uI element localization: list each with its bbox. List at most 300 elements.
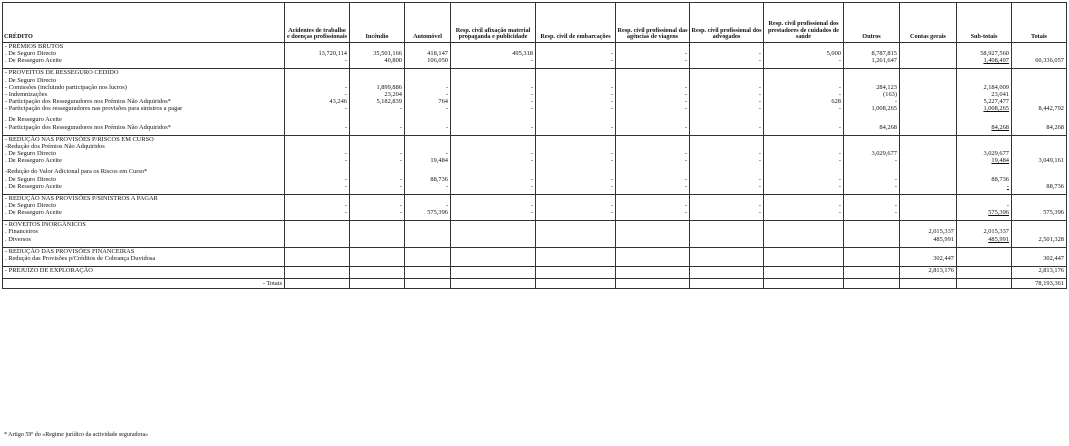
cell-value: - [764,57,844,64]
cell-value: - [405,124,451,131]
cell-value [405,168,451,175]
table-row [3,116,1067,123]
cell-value [405,43,451,51]
cell-value [616,194,690,202]
cell-value [405,236,451,243]
cell-value [900,57,957,64]
cell-value: 575,396 [405,209,451,216]
row-label: - PRÉMIOS BRUTOS [3,43,285,51]
cell-value [957,255,1012,262]
cell-value: 2,015,337 [900,228,957,235]
cell-value: 628 [764,98,844,105]
cell-value [451,267,536,275]
cell-value: - [536,124,616,131]
cell-value [616,168,690,175]
table-row [3,91,1067,98]
cell-value [285,43,350,51]
cell-value [844,77,900,84]
cell-value: - [405,202,451,209]
cell-value: - [690,176,764,183]
cell-value [536,228,616,235]
col-header-acidentes: Acidentes de trabalho e doenças profissionais [285,3,350,43]
cell-value: - [451,176,536,183]
cell-value [451,279,536,289]
cell-value: - [405,84,451,91]
cell-value [900,168,957,175]
ledger-body [3,43,1067,289]
cell-value [957,279,1012,289]
cell-value [690,236,764,243]
row-label: . Redução das Provisões p/Créditos de Cobrança Duvidosa [3,255,285,262]
cell-value [900,247,957,255]
table-row [3,43,1067,51]
cell-value: - [405,150,451,157]
cell-value: - [957,183,1012,190]
cell-value: 485,991 [900,236,957,243]
cell-value [764,247,844,255]
cell-value: - [764,91,844,98]
cell-value: 575,396 [957,209,1012,216]
table-row [3,194,1067,202]
cell-value: 106,050 [405,57,451,64]
cell-value: - [957,202,1012,209]
cell-value [616,236,690,243]
cell-value [764,143,844,150]
cell-value [900,84,957,91]
cell-value [285,69,350,77]
cell-value: - [690,57,764,64]
cell-value: - [350,176,405,183]
cell-value: 1,008,265 [844,105,900,112]
cell-value: - [764,176,844,183]
table-row [3,228,1067,235]
cell-value: - [350,124,405,131]
cell-value [957,69,1012,77]
cell-value [764,69,844,77]
cell-value [451,255,536,262]
cell-value: - [536,105,616,112]
cell-value [405,143,451,150]
cell-value [844,279,900,289]
table-row [3,50,1067,57]
cell-value [285,279,350,289]
cell-value [616,279,690,289]
cell-value [844,236,900,243]
cell-value [900,105,957,112]
cell-value: 43,246 [285,98,350,105]
cell-value [1012,77,1067,84]
row-label: . De Resseguro Aceite [3,57,285,64]
cell-value: - [844,176,900,183]
col-header-incendio: Incêndio [350,3,405,43]
cell-value [690,255,764,262]
cell-value: - [536,202,616,209]
col-header-contas-gerais: Contas gerais [900,3,957,43]
cell-value [690,116,764,123]
cell-value [451,247,536,255]
cell-value: - [536,57,616,64]
cell-value [536,194,616,202]
cell-value [536,77,616,84]
cell-value [900,157,957,164]
cell-value [350,168,405,175]
totals-label: - Totais [3,279,285,289]
cell-value: 495,318 [451,50,536,57]
cell-value: - [844,209,900,216]
cell-value [690,77,764,84]
cell-value: - [451,183,536,190]
cell-value: 8,787,815 [844,50,900,57]
row-label: . De Seguro Directo [3,77,285,84]
table-row [3,105,1067,112]
cell-value: - [285,183,350,190]
cell-value: 575,396 [1012,209,1067,216]
cell-value [616,255,690,262]
cell-value: 60,336,057 [1012,57,1067,64]
cell-value: - [690,105,764,112]
cell-value [1012,202,1067,209]
table-row [3,150,1067,157]
cell-value: - [616,157,690,164]
cell-value [350,69,405,77]
cell-value [900,209,957,216]
cell-value [690,267,764,275]
cell-value: - [844,98,900,105]
cell-value: 5,182,839 [350,98,405,105]
table-row [3,84,1067,91]
cell-value [1012,135,1067,143]
cell-value [844,255,900,262]
cell-value [844,194,900,202]
cell-value [285,168,350,175]
credit-ledger-table [2,2,1067,289]
cell-value [616,77,690,84]
cell-value: - [285,91,350,98]
cell-value [405,135,451,143]
cell-value: 2,015,337 [957,228,1012,235]
credit-header: CRÉDITO [3,3,285,43]
cell-value [844,247,900,255]
cell-value: - [616,176,690,183]
cell-value [1012,168,1067,175]
row-label: . De Resseguro Aceite [3,183,285,190]
cell-value [405,77,451,84]
cell-value [690,168,764,175]
cell-value [451,69,536,77]
cell-value [451,228,536,235]
cell-value [957,116,1012,123]
table-row [3,183,1067,190]
cell-value [536,255,616,262]
cell-value [900,135,957,143]
cell-value: - [690,91,764,98]
cell-value: - [285,209,350,216]
cell-value [405,69,451,77]
cell-value [957,143,1012,150]
cell-value: - [690,124,764,131]
cell-value [957,247,1012,255]
header-row [3,3,1067,43]
cell-value [1012,84,1067,91]
cell-value [285,194,350,202]
cell-value: - [451,157,536,164]
table-row [3,98,1067,105]
cell-value [690,279,764,289]
cell-value [957,43,1012,51]
cell-value [350,247,405,255]
cell-value: - [285,202,350,209]
table-row [3,124,1067,131]
row-label: . De Seguro Directo [3,176,285,183]
cell-value [451,221,536,229]
cell-value [1012,247,1067,255]
cell-value [405,279,451,289]
cell-value [957,194,1012,202]
cell-value [616,267,690,275]
cell-value: - [764,150,844,157]
cell-value: 19,484 [405,157,451,164]
cell-value [285,77,350,84]
cell-value [764,43,844,51]
row-label: - PROVEITOS DE RESSEGURO CEDIDO [3,69,285,77]
cell-value [764,116,844,123]
cell-value [536,69,616,77]
cell-value [957,77,1012,84]
cell-value: - [616,124,690,131]
table-row [3,247,1067,255]
cell-value [536,135,616,143]
cell-value: - [350,150,405,157]
row-label: - Participação dos resseguradores nas provisões para sinistros a pagar [3,105,285,112]
cell-value [451,236,536,243]
cell-value [285,221,350,229]
totals-row [3,279,1067,289]
cell-value [350,194,405,202]
table-row [3,209,1067,216]
cell-value [616,116,690,123]
cell-value: 84,268 [844,124,900,131]
cell-value: - [616,150,690,157]
cell-value: - [536,183,616,190]
cell-value: - [536,98,616,105]
cell-value: - [690,50,764,57]
cell-value [1012,50,1067,57]
cell-value [764,228,844,235]
cell-value: 1,408,497 [957,57,1012,64]
row-label: - Comissões (incluindo participação nos lucros) [3,84,285,91]
cell-value: - [764,209,844,216]
row-label: . De Seguro Directo [3,50,285,57]
cell-value: - [690,98,764,105]
cell-value: - [764,105,844,112]
table-row [3,157,1067,164]
col-header-sub-totais: Sub-totais [957,3,1012,43]
cell-value [690,194,764,202]
cell-value: - [285,176,350,183]
cell-value [1012,69,1067,77]
cell-value: - [536,91,616,98]
cell-value [616,69,690,77]
row-label: - REDUÇÃO DAS PROVISÕES FINANCEIRAS [3,247,285,255]
cell-value [536,43,616,51]
cell-value [844,116,900,123]
cell-value [350,77,405,84]
cell-value: - [690,202,764,209]
cell-value: - [844,183,900,190]
col-header-rc-saude: Resp. civil profissional dos prestadores de cuidados de saúde [764,3,844,43]
cell-value: - [536,150,616,157]
grand-total-value: 78,193,361 [1012,279,1067,289]
cell-value [900,77,957,84]
row-label: - Participação dos Resseguradores nos Prémios Não Adquiridos* [3,98,285,105]
cell-value: 1,008,265 [957,105,1012,112]
cell-value: 1,899,886 [350,84,405,91]
table-row [3,255,1067,262]
cell-value [764,168,844,175]
cell-value: - [451,105,536,112]
cell-value [350,236,405,243]
cell-value: - [690,150,764,157]
cell-value [900,43,957,51]
cell-value [285,135,350,143]
row-label: - Participação dos Resseguradores nos Prémios Não Adquiridos* [3,124,285,131]
cell-value [405,221,451,229]
row-label: - ROVEITOS INORGÂNICOS [3,221,285,229]
cell-value: - [285,84,350,91]
cell-value [451,116,536,123]
cell-value: - [451,57,536,64]
cell-value [900,69,957,77]
cell-value: - [350,157,405,164]
cell-value [764,221,844,229]
col-header-rc-agencias: Resp. civil profissional das agências de viagens [616,3,690,43]
row-label: -Redução dos Prémios Não Adquiridos [3,143,285,150]
row-label: . De Resseguro Aceite [3,116,285,123]
cell-value [900,150,957,157]
cell-value: - [764,124,844,131]
cell-value: - [285,150,350,157]
cell-value: - [616,183,690,190]
cell-value: - [285,157,350,164]
cell-value [690,135,764,143]
cell-value: - [616,202,690,209]
table-row [3,135,1067,143]
cell-value [844,168,900,175]
cell-value [405,194,451,202]
cell-value: 2,813,176 [1012,267,1067,275]
cell-value [764,194,844,202]
cell-value: - [350,105,405,112]
cell-value: 23,041 [957,91,1012,98]
row-label: . Diversos [3,236,285,243]
cell-value [350,43,405,51]
cell-value: - [616,57,690,64]
cell-value [405,255,451,262]
cell-value: 284,123 [844,84,900,91]
table-row [3,267,1067,275]
cell-value: - [536,84,616,91]
cell-value: 84,268 [957,124,1012,131]
cell-value: 35,501,166 [350,50,405,57]
cell-value [350,135,405,143]
cell-value: - [451,150,536,157]
cell-value: 58,927,560 [957,50,1012,57]
cell-value [900,221,957,229]
cell-value: 2,813,176 [900,267,957,275]
cell-value: - [451,124,536,131]
cell-value: 2,501,328 [1012,236,1067,243]
cell-value [900,202,957,209]
row-label: . Financeiros [3,228,285,235]
cell-value: - [285,57,350,64]
cell-value [844,143,900,150]
cell-value [690,221,764,229]
table-row [3,176,1067,183]
cell-value [536,236,616,243]
cell-value: 84,268 [1012,124,1067,131]
cell-value [900,183,957,190]
cell-value: - [690,157,764,164]
cell-value [764,255,844,262]
cell-value: 2,184,009 [957,84,1012,91]
cell-value: - [451,84,536,91]
cell-value [900,91,957,98]
cell-value: - [451,91,536,98]
cell-value: - [844,202,900,209]
cell-value: - [350,202,405,209]
cell-value [1012,98,1067,105]
row-label: . De Seguro Directo [3,150,285,157]
cell-value [1012,91,1067,98]
cell-value [1012,116,1067,123]
cell-value: - [536,209,616,216]
cell-value: - [764,157,844,164]
cell-value [616,43,690,51]
cell-value [616,221,690,229]
cell-value [900,116,957,123]
cell-value [350,228,405,235]
table-row [3,221,1067,229]
cell-value: 88,736 [957,176,1012,183]
cell-value [1012,194,1067,202]
cell-value: 5,227,477 [957,98,1012,105]
cell-value: 23,204 [350,91,405,98]
cell-value [957,168,1012,175]
cell-value [285,236,350,243]
cell-value [451,77,536,84]
cell-value [405,228,451,235]
row-label: - Indemnizações [3,91,285,98]
cell-value [536,267,616,275]
cell-value [405,116,451,123]
cell-value [844,228,900,235]
cell-value [1012,150,1067,157]
cell-value [1012,221,1067,229]
table-row [3,77,1067,84]
cell-value [536,279,616,289]
cell-value: 88,736 [1012,183,1067,190]
cell-value: - [405,105,451,112]
cell-value: - [764,202,844,209]
col-header-automovel: Automóvel [405,3,451,43]
cell-value: - [616,91,690,98]
cell-value: 485,991 [957,236,1012,243]
cell-value [1012,176,1067,183]
cell-value [350,255,405,262]
cell-value [844,43,900,51]
cell-value [764,279,844,289]
cell-value [764,236,844,243]
